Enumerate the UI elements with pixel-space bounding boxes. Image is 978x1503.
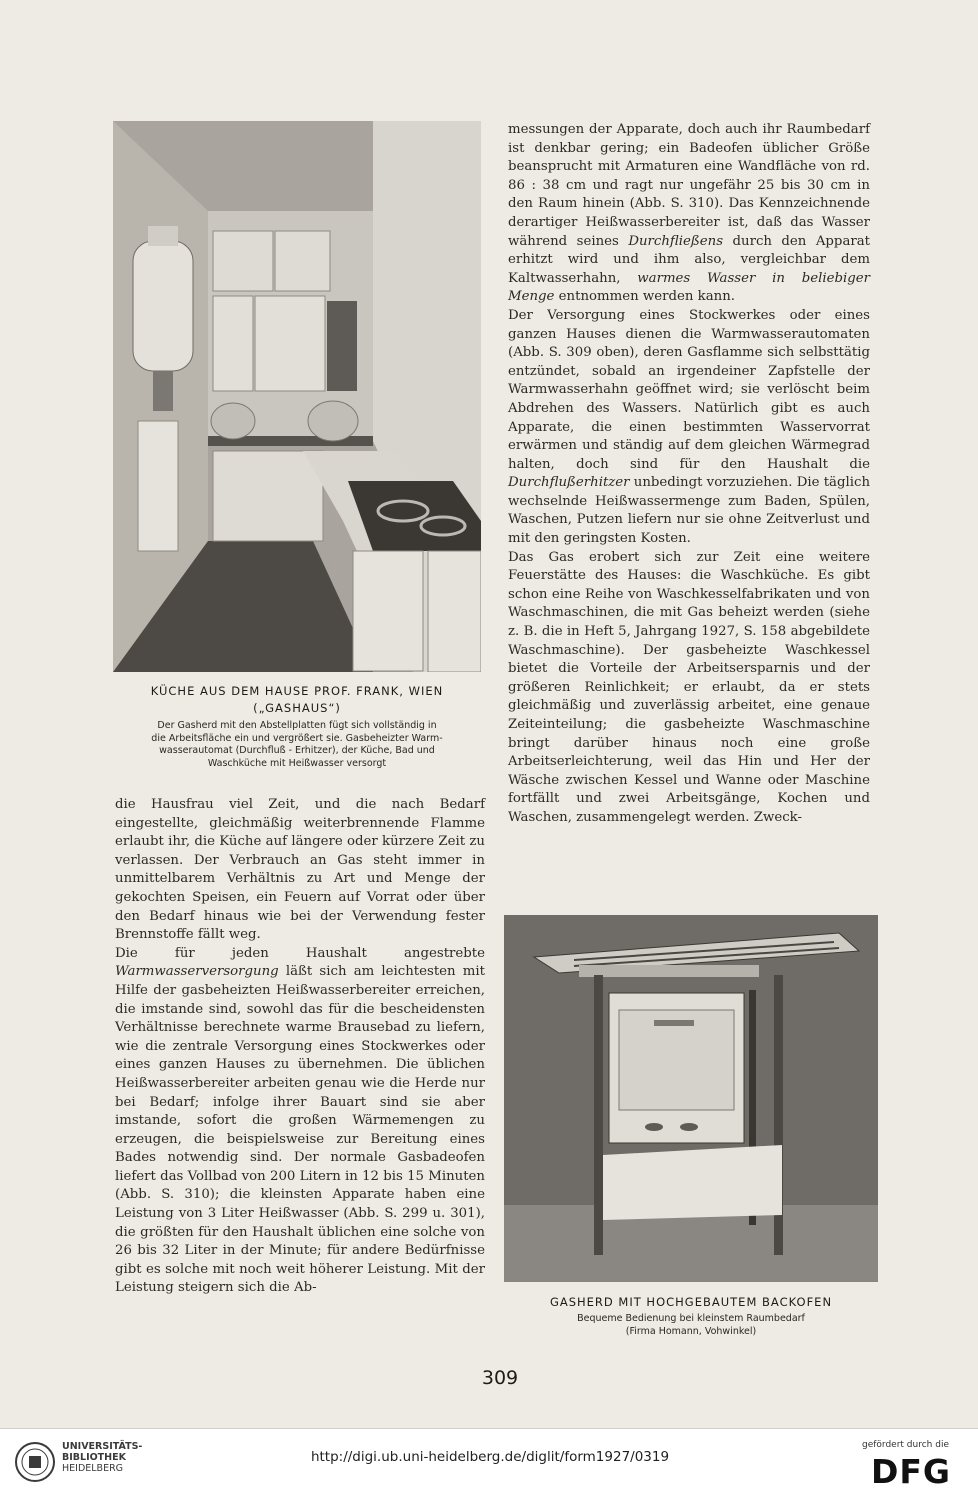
caption-line: Bequeme Bedienung bei kleinstem Raumbedarf [577, 1313, 805, 1324]
figure1-caption-subtitle: („GASHAUS“) [253, 701, 341, 715]
paragraph: Das Gas erobert sich zur Zeit eine weitere Feuerstätte des Hauses: die Waschküche. Es gibt schon eine Reihe von Waschkesselfabrikaten und von Waschmaschinen, die mit Gas beheizt werden (siehe z. B. die in Heft 5, Jahrgang 1927, S. 158 abgebildete Waschmaschine). Der gasbeheizte Waschkessel bietet die Vorteile der Arbeitsersparnis und der größeren Reinlichkeit; er erlaubt, da er stets gleichmäßig und zuverlässig arbeitet, eine genaue Zeiteinteilung; die gasbeheizte Waschmaschine bringt darüber hinaus noch eine große Arbeitserleichterung, weil das Hin und Her der Wäsche zwischen Kessel und Wanne oder Maschine fortfällt und zwei Arbeitsgänge, Kochen und Waschen, zusammengelegt werden. Zweck- [508, 549, 870, 825]
caption-line: Waschküche mit Heißwasser versorgt [207, 757, 387, 769]
figure1-caption-text [108, 720, 486, 770]
figure2-caption-text [504, 1313, 878, 1338]
dfg-logo: DFG [871, 1452, 952, 1491]
source-url-link[interactable]: http://digi.ub.uni-heidelberg.de/diglit/form1927/0319 [310, 1449, 670, 1465]
footer-bar [0, 1428, 978, 1503]
paragraph: Der Versorgung eines Stockwerkes oder eines ganzen Hauses dienen die Warmwasserautomaten (Abb. S. 309 oben), deren Gasflamme sich selbsttätig entzündet, sobald an irgendeiner Zapfstelle der Warmwasserhahn geöffnet wird; sie verlöscht beim Abdrehen des Wassers. Natürlich gibt es auch Apparate, die einen bestimmten Wasservorrat erwärmen und ständig auf dem gleichen Wärmegrad halten, doch sind für den Haushalt die Durchflußerhitzer unbedingt vorzuziehen. Die täglich wechselnde Heißwassermenge zum Baden, Spülen, Waschen, Putzen liefern nur sie ohne Zeitverlust und mit den geringsten Kosten. [508, 307, 871, 547]
caption-line: Der Gasherd mit den Abstellplatten fügt sich vollständig in [157, 720, 437, 731]
figure2-caption-title: GASHERD MIT HOCHGEBAUTEM BACKOFEN [549, 1295, 833, 1309]
right-column-text [508, 121, 870, 828]
paragraph: Die für jeden Haushalt angestrebte Warmwasserversorgung läßt sich am leichtesten mit Hilfe der gasbeheizten Heißwasserbereiter erreichen, die imstande sind, sowohl das für die bescheidensten Verhältnisse berechnete warme Brausebad zu liefern, wie die zentrale Versorgung eines Stockwerkes oder eines ganzen Hauses zu übernehmen. Die üblichen Heißwasserbereiter arbeiten genau wie die Herde nur bei Bedarf; infolge ihrer Bauart sind sie aber imstande, sofort die großen Wärmemengen zu erzeugen, die beispielsweise zur Bereitung eines Bades notwendig sind. Der normale Gasbadeofen liefert das Vollbad von 200 Litern in 12 bis 15 Minuten (Abb. S. 310); die kleinsten Apparate haben eine Leistung von 3 Liter Heißwasser (Abb. S. 299 u. 301), die größten für den Haushalt üblichen eine solche von 26 bis 32 Liter in der Minute; für andere Bedürfnisse gibt es solche mit noch weit höherer Leistung. Mit der Leistung steigern sich die Ab- [115, 945, 485, 1296]
university-seal-icon [14, 1441, 56, 1483]
kitchen-photo [113, 121, 481, 672]
caption-line: die Arbeitsfläche ein und vergrößert sie. Gasbeheizter Warm- [151, 732, 443, 744]
funding-note: gefördert durch die [862, 1440, 949, 1450]
figure1-caption-title: KÜCHE AUS DEM HAUSE PROF. FRANK, WIEN [150, 684, 444, 698]
library-name: UNIVERSITÄTS- BIBLIOTHEK HEIDELBERG [62, 1441, 143, 1474]
paragraph: die Hausfrau viel Zeit, und die nach Bedarf eingestellte, gleichmäßig weiterbrennende Flamme erlaubt ihr, die Küche auf längere oder kürzere Zeit zu verlassen. Der Verbrauch an Gas steht immer in unmittelbarem Verhältnis zu Art und Menge der gekochten Speisen, ein Feuern auf Vorrat oder über den Bedarf hinaus wie bei der Verwendung fester Brennstoffe fällt weg. [115, 797, 485, 943]
caption-line: wasserautomat (Durchfluß - Erhitzer), der Küche, Bad und [159, 745, 435, 756]
left-column-text [115, 796, 485, 1298]
caption-line: (Firma Homann, Vohwinkel) [625, 1325, 757, 1337]
page-number: 309 [481, 1367, 519, 1389]
paragraph: messungen der Apparate, doch auch ihr Raumbedarf ist denkbar gering; ein Badeofen üblicher Größe beansprucht mit Armaturen eine Wandfläche von rd. 86 : 38 cm und ragt nur ungefähr 25 bis 30 cm in den Raum hinein (Abb. S. 310). Das Kennzeichnende derartiger Heißwasserbereiter ist, daß das Wasser während seines Durchfließens durch den Apparat erhitzt wird und ihm also, vergleichbar dem Kaltwasserhahn, warmes Wasser in beliebiger Menge entnommen werden kann. [508, 122, 870, 305]
stove-photo [504, 915, 878, 1282]
